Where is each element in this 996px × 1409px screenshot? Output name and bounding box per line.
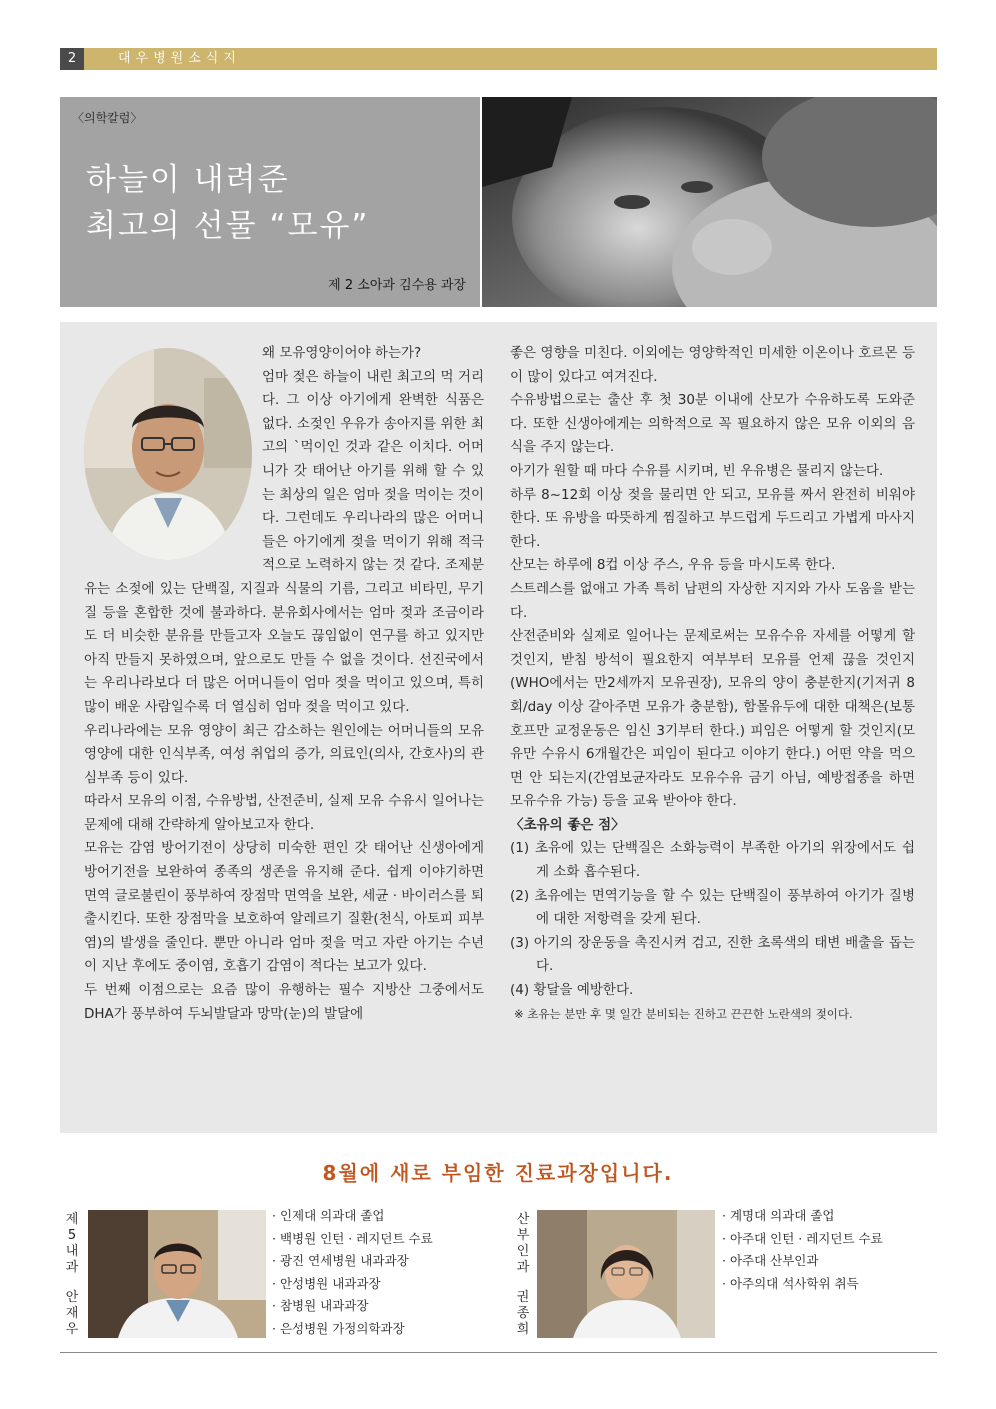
article-paragraph: 수유방법으로는 출산 후 첫 30분 이내에 산모가 수유하도록 도와준다. 또한 신생아에게는 의학적으로 꼭 필요하지 않은 모유 이외의 음식을 주지 않는다.	[510, 392, 915, 456]
career-item: · 안성병원 내과과장	[272, 1275, 381, 1291]
doctor2-name: 권종희	[516, 1290, 530, 1337]
column-tag: 〈의학칼럼〉	[72, 111, 143, 125]
breastfeeding-baby-photo	[482, 97, 937, 307]
doctor1-career-list	[272, 1205, 433, 1340]
article-paragraph: 우리나라에는 모유 영양이 최근 감소하는 원인에는 어머니들의 모유영양에 대한 인식부족, 여성 취업의 증가, 의료인(의사, 간호사)의 관심부족 등이 있다.	[84, 722, 484, 786]
doctor2-career-list	[722, 1205, 883, 1295]
article-paragraph: 좋은 영향을 미친다. 이외에는 영양학적인 미세한 이온이나 호르몬 등이 많이 있다고 여겨진다.	[510, 345, 915, 385]
colostrum-point: (4) 황달을 예방한다.	[510, 982, 634, 999]
career-item: · 아주대 인턴 · 레지던트 수료	[722, 1230, 883, 1246]
page-number: 2	[60, 48, 84, 70]
doctor1-name: 안재우	[65, 1290, 79, 1337]
article-paragraph: 하루 8~12회 이상 젖을 물리면 안 되고, 모유를 짜서 완전히 비워야 한다. 또 유방을 따뜻하게 찜질하고 부드럽게 두드리고 가볍게 마사지 한다.	[510, 486, 915, 550]
portrait-wrap-space	[84, 342, 262, 564]
article-paragraph: 따라서 모유의 이점, 수유방법, 산전준비, 실제 모유 수유시 일어나는 문제에 대해 간략하게 알아보고자 한다.	[84, 793, 484, 833]
colostrum-point: (1) 초유에 있는 단백질은 소화능력이 부족한 아기의 위장에서도 쉽게 소화 흡수된다.	[510, 840, 915, 881]
article-paragraph: 왜 모유영양이어야 하는가?	[262, 345, 422, 361]
article-left-column	[84, 342, 484, 1026]
colostrum-subheading: 〈초유의 좋은 점〉	[510, 816, 625, 833]
career-item: · 참병원 내과과장	[272, 1298, 369, 1313]
new-doctors-title: 8월에 새로 부임한 진료과장입니다.	[322, 1161, 674, 1185]
article-right-column	[510, 342, 915, 1026]
career-item: · 은성병원 가정의학과장	[272, 1320, 405, 1336]
colostrum-note: ※ 초유는 분만 후 몇 일간 분비되는 진하고 끈끈한 노란색의 젖이다.	[514, 1006, 853, 1021]
career-item: · 인제대 의과대 졸업	[272, 1208, 385, 1223]
article-title-line1: 하늘이 내려준	[86, 162, 290, 198]
colostrum-point: (2) 초유에는 면역기능을 할 수 있는 단백질이 풍부하여 아기가 질병에 대한 저항력을 갖게 된다.	[510, 887, 915, 928]
article-title	[86, 157, 369, 249]
career-item: · 광진 연세병원 내과과장	[272, 1253, 409, 1268]
hero-title-panel	[60, 97, 480, 307]
article-paragraph: 산모는 하루에 8컵 이상 주스, 우유 등을 마시도록 한다.	[510, 557, 836, 574]
article-title-line2: 최고의 선물 “모유”	[86, 208, 370, 244]
article-paragraph: 모유는 감염 방어기전이 상당히 미숙한 편인 갓 태어난 신생아에게 방어기전을 보완하여 종족의 생존을 유지해 준다. 쉽게 이야기하면 면역 글로불린이 풍부하여 장점막 면역을 보완, 세균 · 바이러스를 퇴출시킨다. 또한 장점막을 보호하여 알레르기 질환(천식, 아토피 피부염)의 발생을 줄인다. 뿐만 아니라 엄마 젖을 먹고 자란 아기는 수년이 지난 후에도 중이염, 호흡기 감염이 적다는 보고가 있다.	[84, 840, 484, 975]
article-paragraph: 산전준비와 실제로 일어나는 문제로써는 모유수유 자세를 어떻게 할 것인지, 받침 방석이 필요한지 여부부터 모유를 언제 끊을 것인지(WHO에서는 만2세까지 모유권장), 모유의 양이 충분한지(기저귀 8회/day 이상 갈아주면 모유가 충분함), 함몰유두에 대한 대책은(보통 호프만 교정운동은 임신 3기부터 한다.) 피임은 어떻게 할 것인지(모유만 수유시 6개월간은 피임이 된다고 이야기 한다.) 어떤 약을 먹으면 안 되는지(간염보균자라도 모유수유 금기 아님, 예방접종을 하면 모유수유 가능) 등을 교육 받아야 한다.	[510, 628, 915, 810]
header-bar	[60, 48, 937, 70]
doctor2-photo	[537, 1210, 715, 1338]
article-body	[60, 322, 937, 1133]
career-item: · 계명대 의과대 졸업	[722, 1208, 835, 1223]
bottom-divider	[60, 1352, 937, 1353]
doctor1-department: 제5내과	[65, 1212, 79, 1275]
article-paragraph: 두 번째 이점으로는 요즘 많이 유행하는 필수 지방산 그중에서도 DHA가 풍부하여 두뇌발달과 망막(눈)의 발달에	[84, 982, 484, 1022]
doctor2-department: 산부인과	[516, 1212, 530, 1275]
article-paragraph: 스트레스를 없애고 가족 특히 남편의 자상한 지지와 가사 도움을 받는다.	[510, 580, 915, 621]
author-byline: 제 2 소아과 김수용 과장	[328, 278, 466, 293]
article-paragraph: 엄마 젖은 하늘이 내린 최고의 먹 거리다. 그 이상 아기에게 완벽한 식품은 없다. 소젖인 우유가 송아지를 위한 최고의 `먹이인 것과 같은 이치다. 어머니가 갓 태어난 아기를 위해 할 수 있는 최상의 일은 엄마 젖을 먹이는 것이다. 그런데도 우리나라의 많은 어머니들은 아기에게 젖을 먹이기 위해 적극적으로 노력하지 않는 것 같다. 조제분유는 소젖에 있는 단백질, 지질과 식물의 기름, 그리고 비타민, 무기질 등을 혼합한 것에 불과하다. 분유회사에서는 엄마 젖과 조금이라도 더 비슷한 분유를 만들고자 오늘도 끊임없이 연구를 하고 있지만 아직 만들지 못하였으며, 앞으로도 만들 수 없을 것이다. 선진국에서는 우리나라보다 더 많은 어머니들이 엄마 젖을 먹이고 있으며, 특히 많이 배운 사람일수록 더 열심히 엄마 젖을 먹이고 있다.	[84, 368, 484, 715]
career-item: · 아주의대 석사학위 취득	[722, 1275, 859, 1291]
doctor1-photo	[88, 1210, 266, 1338]
colostrum-point: (3) 아기의 장운동을 촉진시켜 검고, 진한 초록색의 태변 배출을 돕는다.	[510, 934, 915, 975]
newsletter-name: 대우병원소식지	[118, 51, 241, 66]
article-paragraph: 아기가 원할 때 마다 수유를 시키며, 빈 우유병은 물리지 않는다.	[510, 462, 884, 479]
career-item: · 아주대 산부인과	[722, 1253, 819, 1268]
career-item: · 백병원 인턴 · 레지던트 수료	[272, 1230, 433, 1246]
